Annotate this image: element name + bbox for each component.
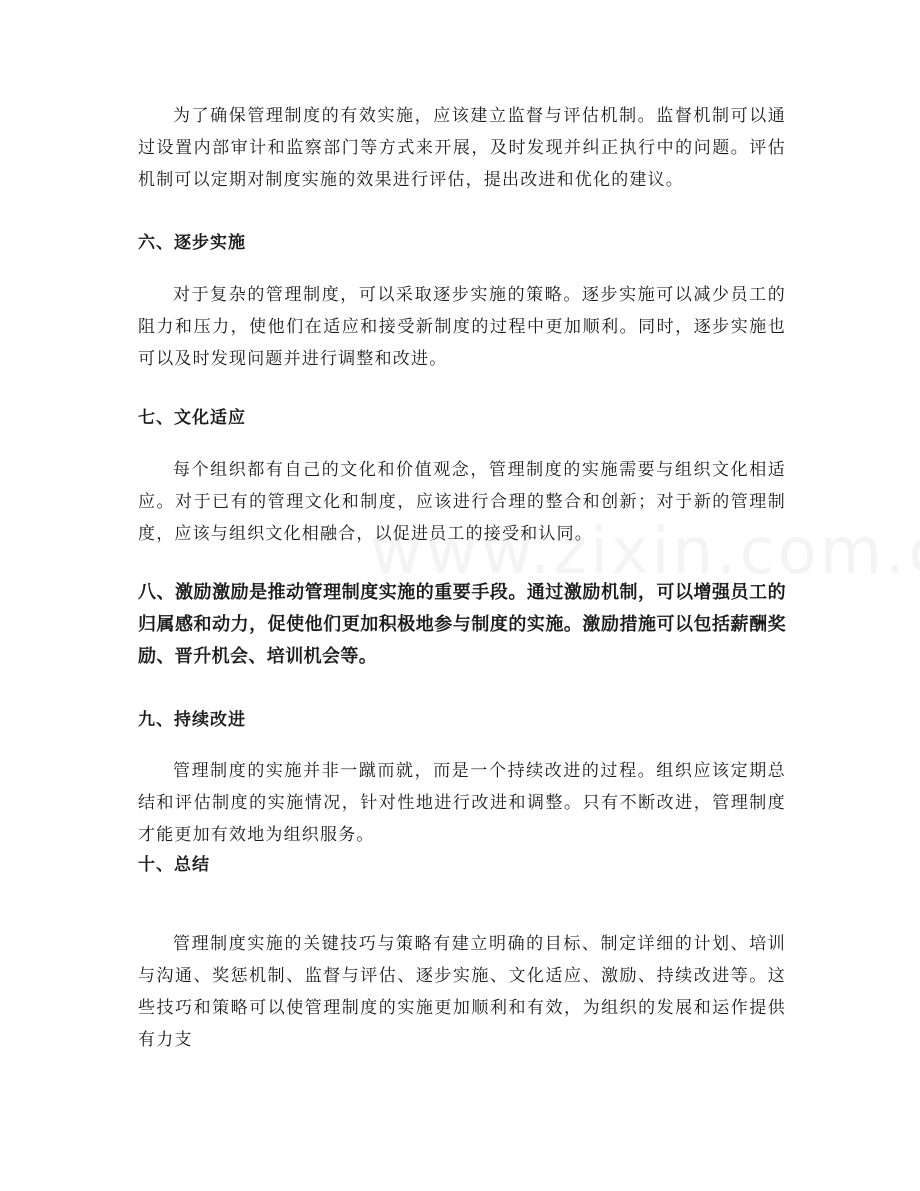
section-6-paragraph: 对于复杂的管理制度，可以采取逐步实施的策略。逐步实施可以减少员工的阻力和压力，使他们在适应和接受新制度的过程中更加顺利。同时，逐步实施也可以及时发现问题并进行调整和改进。 <box>138 285 786 369</box>
section-10-heading: 十、总结 <box>138 855 210 875</box>
section-8-paragraph: 八、激励激励是推动管理制度实施的重要手段。通过激励机制，可以增强员工的归属感和动力，促使他们更加积极地参与制度的实施。激励措施可以包括薪酬奖励、晋升机会、培训机会等。 <box>138 582 786 667</box>
section-7-paragraph: 每个组织都有自己的文化和价值观念，管理制度的实施需要与组织文化相适应。对于已有的管理文化和制度，应该进行合理的整合和创新；对于新的管理制度，应该与组织文化相融合，以促进员工的接受和认同。 <box>138 460 786 544</box>
section-7-heading: 七、文化适应 <box>138 408 246 428</box>
intro-paragraph: 为了确保管理制度的有效实施，应该建立监督与评估机制。监督机制可以通过设置内部审计和监察部门等方式来开展，及时发现并纠正执行中的问题。评估机制可以定期对制度实施的效果进行评估，提出改进和优化的建议。 <box>138 106 786 190</box>
section-10-paragraph: 管理制度实施的关键技巧与策略有建立明确的目标、制定详细的计划、培训与沟通、奖惩机制、监督与评估、逐步实施、文化适应、激励、持续改进等。这些技巧和策略可以使管理制度的实施更加顺利和有效，为组织的发展和运作提供有力支 <box>138 934 786 1050</box>
section-6-heading: 六、逐步实施 <box>138 233 246 253</box>
section-9-paragraph: 管理制度的实施并非一蹴而就，而是一个持续改进的过程。组织应该定期总结和评估制度的实施情况，针对性地进行改进和调整。只有不断改进，管理制度才能更加有效地为组织服务。 <box>138 761 786 845</box>
section-9-heading: 九、持续改进 <box>138 710 246 730</box>
